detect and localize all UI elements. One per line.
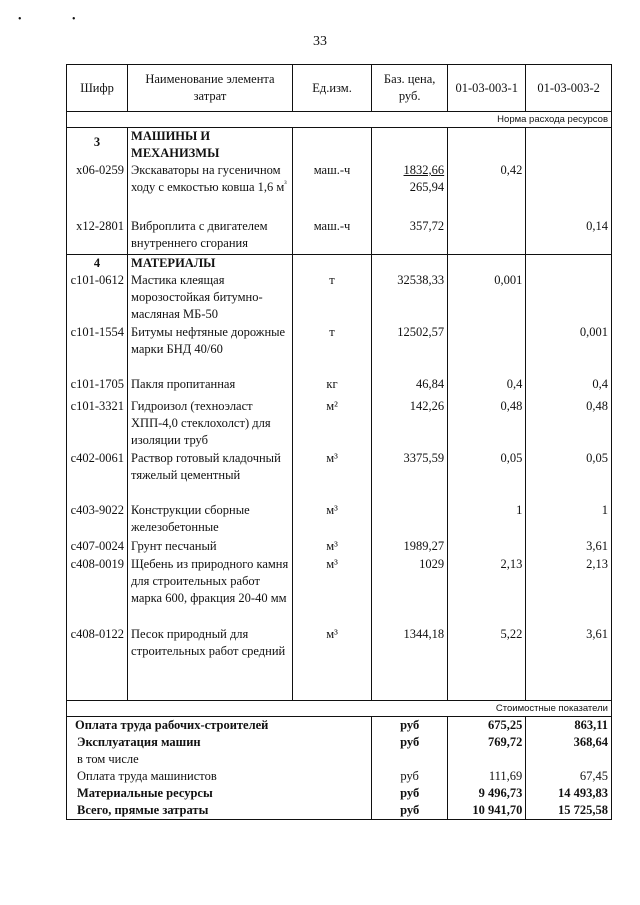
empty-cell bbox=[526, 128, 612, 163]
item-unit: м³ bbox=[292, 450, 371, 502]
norm-col2: 0,05 bbox=[526, 450, 612, 502]
unit-superscript: ³ bbox=[284, 178, 287, 188]
section-materials bbox=[67, 254, 612, 700]
norm-caption-row bbox=[67, 112, 612, 128]
totals-label: Оплата труда рабочих-строителей bbox=[67, 716, 372, 734]
empty-cell bbox=[372, 254, 448, 272]
norm-col2 bbox=[526, 272, 612, 324]
totals-col1: 769,72 bbox=[448, 734, 526, 751]
totals-unit: руб bbox=[372, 802, 448, 820]
item-unit: маш.-ч bbox=[292, 162, 371, 218]
norm-col1: 0,4 bbox=[448, 376, 526, 398]
norm-col2: 0,4 bbox=[526, 376, 612, 398]
table-row bbox=[67, 556, 612, 626]
totals-unit: руб bbox=[372, 785, 448, 802]
totals-label: Эксплуатация машин bbox=[67, 734, 372, 751]
price-secondary: 265,94 bbox=[409, 180, 445, 194]
item-code: х06-0259 bbox=[67, 162, 128, 218]
section-number: 3 bbox=[67, 128, 128, 163]
item-price bbox=[372, 162, 448, 218]
totals-row bbox=[67, 802, 612, 820]
scan-dots: • • bbox=[18, 14, 100, 25]
item-code: с101-1554 bbox=[67, 324, 128, 376]
cost-caption-row bbox=[67, 700, 612, 716]
table-row bbox=[67, 502, 612, 538]
item-price bbox=[372, 502, 448, 538]
empty-cell bbox=[448, 254, 526, 272]
empty-cell bbox=[448, 128, 526, 163]
table-row bbox=[67, 376, 612, 398]
item-unit: м³ bbox=[292, 626, 371, 678]
item-code: с402-0061 bbox=[67, 450, 128, 502]
cost-table-container bbox=[66, 64, 612, 817]
totals-unit: руб bbox=[372, 768, 448, 785]
norm-col2 bbox=[526, 162, 612, 218]
totals-col1: 9 496,73 bbox=[448, 785, 526, 802]
header-price: Баз. цена, руб. bbox=[372, 65, 448, 112]
item-name: Раствор готовый кладочный тяжелый цементный bbox=[128, 450, 293, 502]
item-code: с403-9022 bbox=[67, 502, 128, 538]
norm-col2: 3,61 bbox=[526, 626, 612, 678]
table-row bbox=[67, 398, 612, 450]
norm-col2: 1 bbox=[526, 502, 612, 538]
header-name: Наименование элемента затрат bbox=[128, 65, 293, 112]
item-code: х12-2801 bbox=[67, 218, 128, 254]
empty-cell bbox=[128, 678, 293, 701]
item-price: 32538,33 bbox=[372, 272, 448, 324]
totals-col1: 675,25 bbox=[448, 716, 526, 734]
item-price: 1989,27 bbox=[372, 538, 448, 556]
empty-cell bbox=[67, 678, 128, 701]
item-name: Битумы нефтяные дорожные марки БНД 40/60 bbox=[128, 324, 293, 376]
section-header-row bbox=[67, 128, 612, 163]
empty-cell bbox=[292, 254, 371, 272]
section-title: МАШИНЫ И МЕХАНИЗМЫ bbox=[128, 128, 293, 163]
totals-label: в том числе bbox=[67, 751, 372, 768]
item-unit: м³ bbox=[292, 502, 371, 538]
item-price: 3375,59 bbox=[372, 450, 448, 502]
norm-col2: 0,14 bbox=[526, 218, 612, 254]
totals-row bbox=[67, 751, 612, 768]
header-code: Шифр bbox=[67, 65, 128, 112]
item-name: Виброплита с двигателем внутреннего сгорания bbox=[128, 218, 293, 254]
totals-col2: 368,64 bbox=[526, 734, 612, 751]
price-primary: 1832,66 bbox=[403, 163, 445, 177]
norm-col1: 5,22 bbox=[448, 626, 526, 678]
section-number: 4 bbox=[67, 254, 128, 272]
table-row bbox=[67, 324, 612, 376]
norm-caption: Норма расхода ресурсов bbox=[67, 112, 612, 128]
table-row bbox=[67, 626, 612, 678]
norm-col2: 0,001 bbox=[526, 324, 612, 376]
totals-row bbox=[67, 768, 612, 785]
totals-col1: 10 941,70 bbox=[448, 802, 526, 820]
empty-cell bbox=[526, 254, 612, 272]
norm-col1: 1 bbox=[448, 502, 526, 538]
item-unit: м³ bbox=[292, 538, 371, 556]
header-col1: 01-03-003-1 bbox=[448, 65, 526, 112]
totals-label: Всего, прямые затраты bbox=[67, 802, 372, 820]
item-name: Экскаваторы на гусеничном ходу с емкостью ковша 1,6 $м^{^3}$ bbox=[128, 162, 293, 218]
item-price: 142,26 bbox=[372, 398, 448, 450]
totals-col2: 67,45 bbox=[526, 768, 612, 785]
item-code: с408-0019 bbox=[67, 556, 128, 626]
totals-row bbox=[67, 716, 612, 734]
page-number: 33 bbox=[313, 34, 327, 49]
cost-table bbox=[66, 64, 612, 820]
item-name: Щебень из природного камня для строительных работ марка 600, фракция 20-40 мм bbox=[128, 556, 293, 626]
item-unit: т bbox=[292, 272, 371, 324]
table-row bbox=[67, 218, 612, 254]
totals-unit: руб bbox=[372, 734, 448, 751]
header-col2: 01-03-003-2 bbox=[526, 65, 612, 112]
item-unit: м³ bbox=[292, 556, 371, 626]
totals-label: Оплата труда машинистов bbox=[67, 768, 372, 785]
item-code: с101-1705 bbox=[67, 376, 128, 398]
item-code: с407-0024 bbox=[67, 538, 128, 556]
totals-col2: 15 725,58 bbox=[526, 802, 612, 820]
table-header bbox=[67, 65, 612, 112]
item-code: с101-0612 bbox=[67, 272, 128, 324]
totals-unit: руб bbox=[372, 716, 448, 734]
item-unit: маш.-ч bbox=[292, 218, 371, 254]
norm-col1 bbox=[448, 324, 526, 376]
totals-col2: 14 493,83 bbox=[526, 785, 612, 802]
item-price: 1344,18 bbox=[372, 626, 448, 678]
item-name: Гидроизол (техноэласт ХПП-4,0 стеклохолст) для изоляции труб bbox=[128, 398, 293, 450]
item-unit: т bbox=[292, 324, 371, 376]
empty-cell bbox=[448, 678, 526, 701]
item-price: 46,84 bbox=[372, 376, 448, 398]
norm-col1: 0,05 bbox=[448, 450, 526, 502]
totals-col1: 111,69 bbox=[448, 768, 526, 785]
totals-row bbox=[67, 785, 612, 802]
header-unit: Ед.изм. bbox=[292, 65, 371, 112]
empty-cell bbox=[526, 678, 612, 701]
totals-col1 bbox=[448, 751, 526, 768]
item-price: 1029 bbox=[372, 556, 448, 626]
spacer-row bbox=[67, 678, 612, 701]
table-row bbox=[67, 162, 612, 218]
item-code: с101-3321 bbox=[67, 398, 128, 450]
norm-col2: 0,48 bbox=[526, 398, 612, 450]
item-name: Мастика клеящая морозостойкая битумно-масляная МБ-50 bbox=[128, 272, 293, 324]
table-row bbox=[67, 450, 612, 502]
norm-col1: 0,001 bbox=[448, 272, 526, 324]
totals-block bbox=[67, 716, 612, 819]
item-code: с408-0122 bbox=[67, 626, 128, 678]
item-name: Грунт песчаный bbox=[128, 538, 293, 556]
totals-unit bbox=[372, 751, 448, 768]
item-name: Пакля пропитанная bbox=[128, 376, 293, 398]
table-row bbox=[67, 272, 612, 324]
totals-row bbox=[67, 734, 612, 751]
norm-col2: 3,61 bbox=[526, 538, 612, 556]
empty-cell bbox=[292, 678, 371, 701]
totals-label: Материальные ресурсы bbox=[67, 785, 372, 802]
section-machines bbox=[67, 128, 612, 255]
empty-cell bbox=[372, 678, 448, 701]
norm-col1: 2,13 bbox=[448, 556, 526, 626]
norm-col1 bbox=[448, 218, 526, 254]
table-row bbox=[67, 538, 612, 556]
norm-col1: 0,48 bbox=[448, 398, 526, 450]
item-price: 12502,57 bbox=[372, 324, 448, 376]
cost-caption: Стоимостные показатели bbox=[67, 700, 612, 716]
item-unit: м² bbox=[292, 398, 371, 450]
totals-col2 bbox=[526, 751, 612, 768]
item-name: Конструкции сборные железобетонные bbox=[128, 502, 293, 538]
empty-cell bbox=[372, 128, 448, 163]
section-header-row bbox=[67, 254, 612, 272]
item-unit: кг bbox=[292, 376, 371, 398]
norm-col1 bbox=[448, 538, 526, 556]
item-name: Песок природный для строительных работ средний bbox=[128, 626, 293, 678]
norm-col1: 0,42 bbox=[448, 162, 526, 218]
norm-col2: 2,13 bbox=[526, 556, 612, 626]
totals-col2: 863,11 bbox=[526, 716, 612, 734]
item-price: 357,72 bbox=[372, 218, 448, 254]
empty-cell bbox=[292, 128, 371, 163]
section-title: МАТЕРИАЛЫ bbox=[128, 254, 293, 272]
